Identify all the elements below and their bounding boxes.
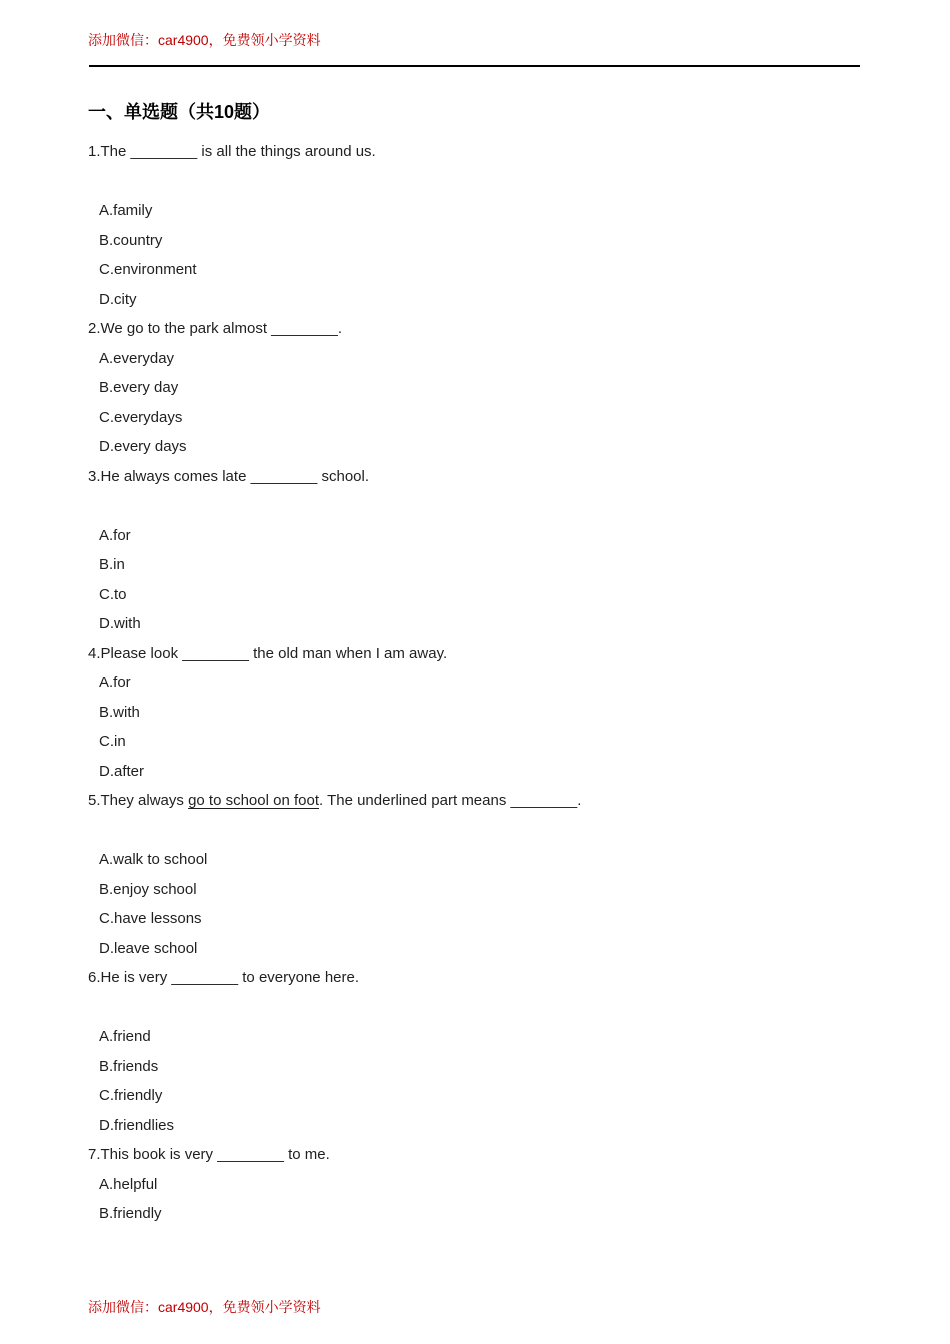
question-number: 7.: [88, 1146, 101, 1163]
option-item: B.every day: [99, 379, 179, 396]
option-item: D.city: [99, 290, 137, 308]
option-item: B.friendly: [99, 1205, 162, 1222]
question-text: [88, 314, 878, 344]
option-item: A.everyday: [99, 349, 175, 367]
question-number: 3.: [88, 467, 101, 485]
question-segment: He always comes late ________ school.: [100, 467, 370, 485]
option-item: C.have lessons: [99, 910, 202, 927]
option-item: B.country: [99, 231, 163, 249]
header-divider: [89, 65, 860, 67]
question-number: 2.: [88, 320, 101, 337]
question-text: [88, 1140, 878, 1170]
option-item: C.friendly: [99, 1087, 163, 1104]
question-number: 5.: [88, 792, 101, 809]
question-segment: He is very ________ to everyone here.: [100, 969, 360, 986]
option-item: C.in: [99, 733, 126, 750]
question-text: [88, 137, 878, 167]
question-segment: They always: [100, 792, 189, 809]
question-text: [88, 963, 878, 993]
question-list: [88, 137, 878, 1229]
footer-wechat-note: 添加微信：car4900，免费领小学资料: [88, 1299, 321, 1315]
underlined-phrase: go to school on foot: [188, 792, 319, 809]
option-item: A.for: [99, 526, 131, 544]
question-segment: Please look ________ the old man when I am away.: [100, 644, 448, 662]
question-number: 1.: [88, 143, 101, 160]
question-number: 6.: [88, 969, 101, 986]
option-item: A.friend: [99, 1028, 151, 1045]
question-segment: This book is very ________ to me.: [100, 1146, 330, 1163]
option-item: B.friends: [99, 1057, 159, 1075]
option-item: D.leave school: [99, 939, 198, 957]
option-item: C.to: [99, 585, 127, 603]
option-item: D.with: [99, 615, 141, 632]
question-text: [88, 639, 878, 669]
question-text: [88, 462, 878, 492]
option-item: B.with: [99, 703, 140, 721]
option-item: A.walk to school: [99, 851, 208, 868]
option-item: B.in: [99, 556, 125, 573]
question-segment: We go to the park almost ________.: [100, 320, 343, 337]
option-item: C.environment: [99, 261, 197, 278]
option-item: A.helpful: [99, 1175, 158, 1193]
header-wechat-note: 添加微信：car4900，免费领小学资料: [88, 32, 321, 48]
option-item: A.family: [99, 202, 153, 219]
question-number: 4.: [88, 644, 101, 662]
question-segment: . The underlined part means ________.: [319, 792, 582, 809]
option-item: D.every days: [99, 438, 187, 455]
option-item: B.enjoy school: [99, 880, 197, 898]
option-item: A.for: [99, 674, 131, 691]
question-segment: The ________ is all the things around us.: [100, 143, 376, 160]
option-item: D.after: [99, 762, 145, 780]
option-item: D.friendlies: [99, 1116, 175, 1134]
section-heading: 一、单选题（共10题）: [88, 102, 271, 122]
option-item: C.everydays: [99, 408, 183, 426]
question-text: [88, 786, 878, 816]
